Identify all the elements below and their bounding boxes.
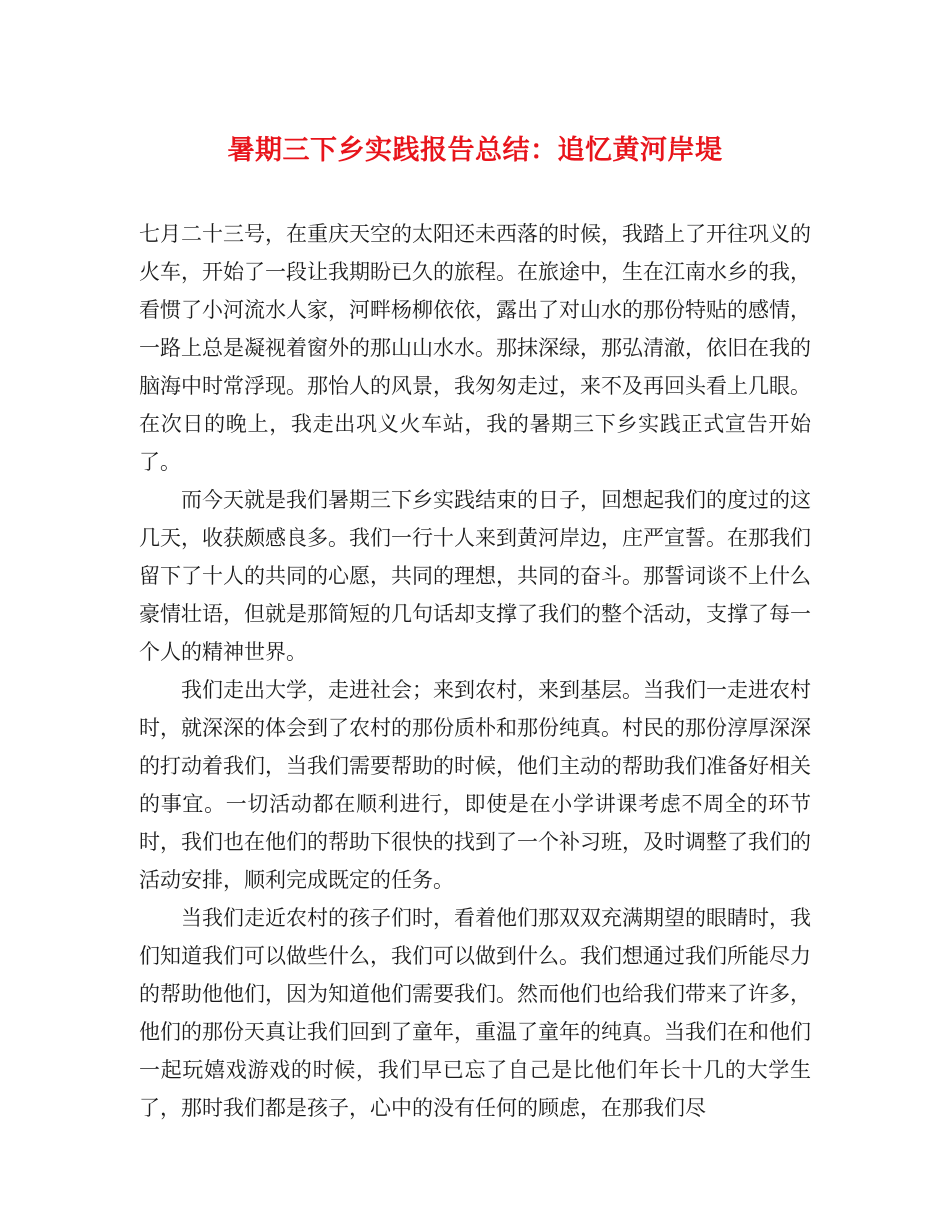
paragraph-4: 当我们走近农村的孩子们时，看着他们那双双充满期望的眼睛时，我们知道我们可以做些什么，我们可以做到什么。我们想通过我们所能尽力的帮助他他们，因为知道他们需要我们。然而他们也给我们带来了许多，他们的那份天真让我们回到了童年，重温了童年的纯真。当我们在和他们一起玩嬉戏游戏的时候，我们早已忘了自己是比他们年长十几的大学生了，那时我们都是孩子，心中的没有任何的顾虑，在那我们尽 — [139, 906, 811, 1120]
paragraph-1: 七月二十三号，在重庆天空的太阳还未西落的时候，我踏上了开往巩义的火车，开始了一段让我期盼已久的旅程。在旅途中，生在江南水乡的我，看惯了小河流水人家，河畔杨柳依依，露出了对山水的那份特贴的感情，一路上总是凝视着窗外的那山山水水。那抹深绿，那弘清澈，依旧在我的脑海中时常浮现。那怡人的风景，我匆匆走过，来不及再回头看上几眼。在次日的晚上，我走出巩义火车站，我的暑期三下乡实践正式宣告开始了。 — [139, 222, 811, 474]
paragraph-3: 我们走出大学，走进社会；来到农村，来到基层。当我们一走进农村时，就深深的体会到了农村的那份质朴和那份纯真。村民的那份淳厚深深的打动着我们，当我们需要帮助的时候，他们主动的帮助我们准备好相关的事宜。一切活动都在顺利进行，即使是在小学讲课考虑不周全的环节时，我们也在他们的帮助下很快的找到了一个补习班，及时调整了我们的活动安排，顺利完成既定的任务。 — [139, 678, 811, 892]
document-title: 暑期三下乡实践报告总结：追忆黄河岸堤 — [227, 135, 723, 166]
paragraph-2: 而今天就是我们暑期三下乡实践结束的日子，回想起我们的度过的这几天，收获颇感良多。我们一行十人来到黄河岸边，庄严宣誓。在那我们留下了十人的共同的心愿，共同的理想，共同的奋斗。那誓词谈不上什么豪情壮语，但就是那简短的几句话却支撑了我们的整个活动，支撑了每一个人的精神世界。 — [139, 488, 811, 664]
document-body — [139, 215, 811, 1127]
